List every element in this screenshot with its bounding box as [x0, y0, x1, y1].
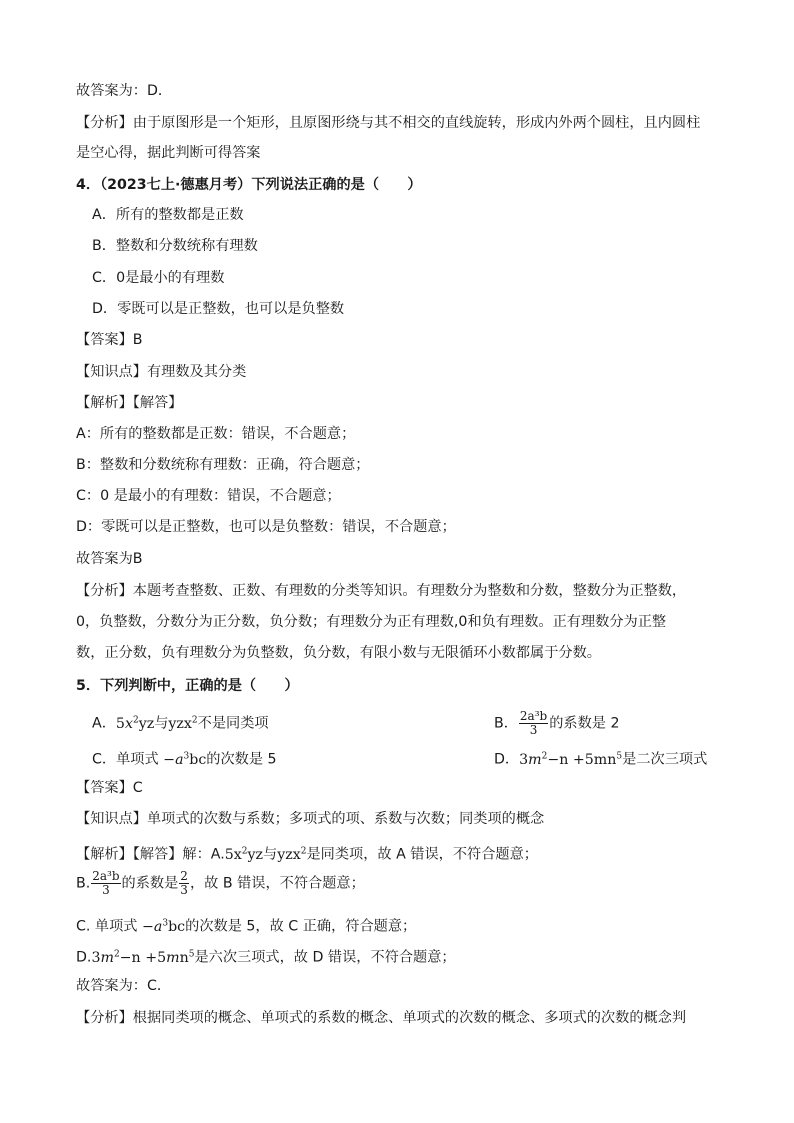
q4-analysis-1: 【分析】本题考查整数、正数、有理数的分类等知识。有理数分为整数和分数，整数分为正整数，: [76, 583, 687, 599]
q5-solution-d: $D.3m^2-n +5mn^5$是六次三项式，故 D 错误，不符合题意；: [76, 949, 456, 966]
q5-solution-c: C. 单项式 $-a^3bc$的次数是 5，故 C 正确，符合题意；: [76, 918, 417, 935]
q5-analysis: 【分析】根据同类项的概念、单项式的系数的概念、单项式的次数的概念、多项式的次数的概念判: [76, 1010, 687, 1026]
q4-knowledge-point: 【知识点】有理数及其分类: [76, 364, 247, 380]
q4-analysis-3: 数，正分数，负有理数分为负整数，负分数，有限小数与无限循环小数都属于分数。: [76, 645, 601, 661]
q4-solution-b: B：整数和分数统称有理数：正确，符合题意；: [76, 457, 370, 473]
q4-answer: 【答案】B: [76, 332, 143, 348]
q5-option-a: A．$5x^2yz$与yzx$^2$不是同类项: [92, 715, 269, 732]
q5-option-row-1: [92, 709, 742, 737]
question-5-stem: 5．下列判断中，正确的是（ ）: [76, 678, 299, 694]
q5-option-d: D．$3m^2-n +5mn^5$是二次三项式: [494, 751, 708, 768]
q5-option-c: C．单项式 $-a^3bc$的次数是 5: [92, 751, 277, 768]
answer-line: 故答案为：D．: [76, 83, 173, 99]
q4-option-d: D．零既可以是正整数，也可以是负整数: [92, 301, 345, 317]
q5-solution-b: B. $\frac{\text{2a³b}}{3}$ 的系数是 $\frac{2}{3}$ ，故 B 错误，不符合题意；: [76, 869, 365, 897]
q5-final-answer: 故答案为：C．: [76, 978, 172, 994]
q4-solution-c: C：0 是最小的有理数：错误，不合题意；: [76, 488, 341, 504]
q4-option-a: A．所有的整数都是正数: [92, 207, 244, 223]
analysis-line-2: 是空心得，据此判断可得答案: [76, 145, 261, 161]
q5-option-row-2: [92, 746, 742, 770]
q4-analysis-2: 0，负整数，分数分为正分数，负分数；有理数分为正有理数,0和负有理数。正有理数分为正整: [76, 614, 667, 630]
q4-solution-heading: 【解析】【解答】: [76, 395, 183, 411]
q4-final-answer: 故答案为B: [76, 551, 143, 567]
analysis-line-1: 【分析】由于原图形是一个矩形，且原图形绕与其不相交的直线旋转，形成内外两个圆柱，且内圆柱: [76, 115, 701, 131]
question-4-stem: 4．（2023七上·德惠月考）下列说法正确的是（ ）: [76, 177, 422, 193]
q4-option-c: C．0是最小的有理数: [92, 270, 225, 286]
fraction: $\frac{\text{2a³b}}{3}$: [519, 709, 548, 737]
q4-solution-d: D：零既可以是正整数，也可以是负整数：错误，不合题意；: [76, 519, 456, 535]
q5-knowledge-point: 【知识点】单项式的次数与系数；多项式的项、系数与次数；同类项的概念: [76, 811, 545, 827]
q5-option-b: B． $\frac{\text{2a³b}}{3}$ 的系数是 2: [494, 709, 620, 737]
fraction: $\frac{2}{3}$: [180, 869, 188, 897]
q5-solution-a: 【解析】【解答】解：$A.5x^2yz$与yzx$^2$是同类项，故 A 错误，不符合题意；: [76, 846, 538, 863]
q4-solution-a: A：所有的整数都是正数：错误，不合题意；: [76, 426, 356, 442]
fraction: $\frac{\text{2a³b}}{3}$: [92, 869, 120, 897]
q5-answer: 【答案】C: [76, 780, 143, 796]
q4-option-b: B．整数和分数统称有理数: [92, 238, 258, 254]
